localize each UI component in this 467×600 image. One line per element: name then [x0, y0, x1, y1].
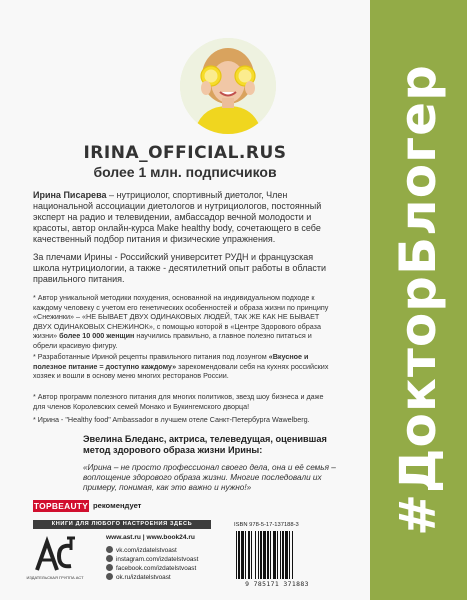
social-link-facebook[interactable]: facebook.com/izdatelstvoast	[106, 564, 256, 573]
fact-2: * Разработанные Ириной рецепты правильного питания под лозунгом «Вкусное и полезное питание = доступно каждому» зарекомендовали себя на кухнях российских хозяек и вошли в основу меню многих ресторанов России.	[33, 352, 329, 381]
vk-icon	[106, 546, 113, 553]
spine-band	[370, 0, 467, 600]
ok-icon	[106, 573, 113, 580]
publisher-slogan: КНИГИ ДЛЯ ЛЮБОГО НАСТРОЕНИЯ ЗДЕСЬ	[33, 520, 211, 529]
quote-author: Эвелина Бледанс, актриса, телеведущая, оценившая метод здорового образа жизни Ирины:	[83, 434, 327, 455]
topbeauty-logo: TOPBEAUTY	[33, 501, 89, 511]
bio-paragraph-1	[33, 190, 329, 245]
barcode-icon	[234, 531, 320, 579]
publisher-websites[interactable]: www.ast.ru | www.book24.ru	[106, 534, 195, 541]
instagram-icon	[106, 555, 113, 562]
ast-logo-icon	[33, 536, 77, 574]
social-link-instagram[interactable]: instagram.com/izdatelstvoast	[106, 555, 256, 564]
quote-text: «Ирина – не просто профессионал своего дела, она и её семья – воплощение здорового образа жизни. Многие последовали их примеру, понимая, как это важно и нужно!»	[83, 463, 336, 492]
author-name: Ирина Писарева	[33, 190, 107, 200]
barcode-number: 9 785171 371883	[245, 580, 309, 588]
subscriber-count: более 1 млн. подписчиков	[93, 164, 277, 180]
isbn-label: ISBN 978-5-17-137188-3	[234, 522, 299, 528]
fact-4: * Ирина - "Healthy food" Ambassador в лучшем отеле Санкт-Петербурга Wawelberg.	[33, 415, 310, 424]
bio-paragraph-2: За плечами Ирины - Российский университет РУДН и французская школа нутрициологии, а также - десятилетний опыт работы в области правильного питания.	[33, 252, 326, 284]
author-photo	[180, 38, 276, 134]
social-link-vk[interactable]: vk.com/izdatelstvoast	[106, 546, 256, 555]
bio-text-1: – нутрициолог, спортивный диетолог, Член национальной ассоциации диетологов и нутрициологов, постоянный эксперт на радио и телевидении, амбассадор вечной молодости и красоты, автор онлайн-курса Make healthy body, сочетающего в себе качественный подбор питания и физические упражнения.	[33, 190, 322, 244]
spine-hashtag: #ДокторБлогер	[389, 64, 447, 536]
facebook-icon	[106, 564, 113, 571]
social-link-ok[interactable]: ok.ru/izdatelstvoast	[106, 573, 256, 582]
fact-1: * Автор уникальной методики похудения, основанной на индивидуальном подходе к каждому человеку с учетом его генетических особенностей и образа жизни по принципу «Снежинки» – «НЕ БЫВАЕТ ДВУХ ОДИНАКОВЫХ ЛЮДЕЙ, ТАК ЖЕ КАК НЕ БЫВАЕТ ДВУХ ОДИНАКОВЫХ СНЕЖИНОК», с помощью которой в «Центре Здорового образа жизни» более 10 000 женщин научились правильно, а главное полезно питаться и обрели красивую фигуру.	[33, 293, 329, 350]
publisher-logo-caption: ИЗДАТЕЛЬСКАЯ ГРУППА АСТ	[26, 575, 84, 580]
fact-3: * Автор программ полезного питания для многих политиков, звезд шоу бизнеса и даже для членов Королевских семей Монако и Букингемского дворца!	[33, 392, 324, 411]
recommends-label: рекомендует	[93, 501, 142, 510]
instagram-handle: IRINA_OFFICIAL.RUS	[83, 143, 287, 163]
